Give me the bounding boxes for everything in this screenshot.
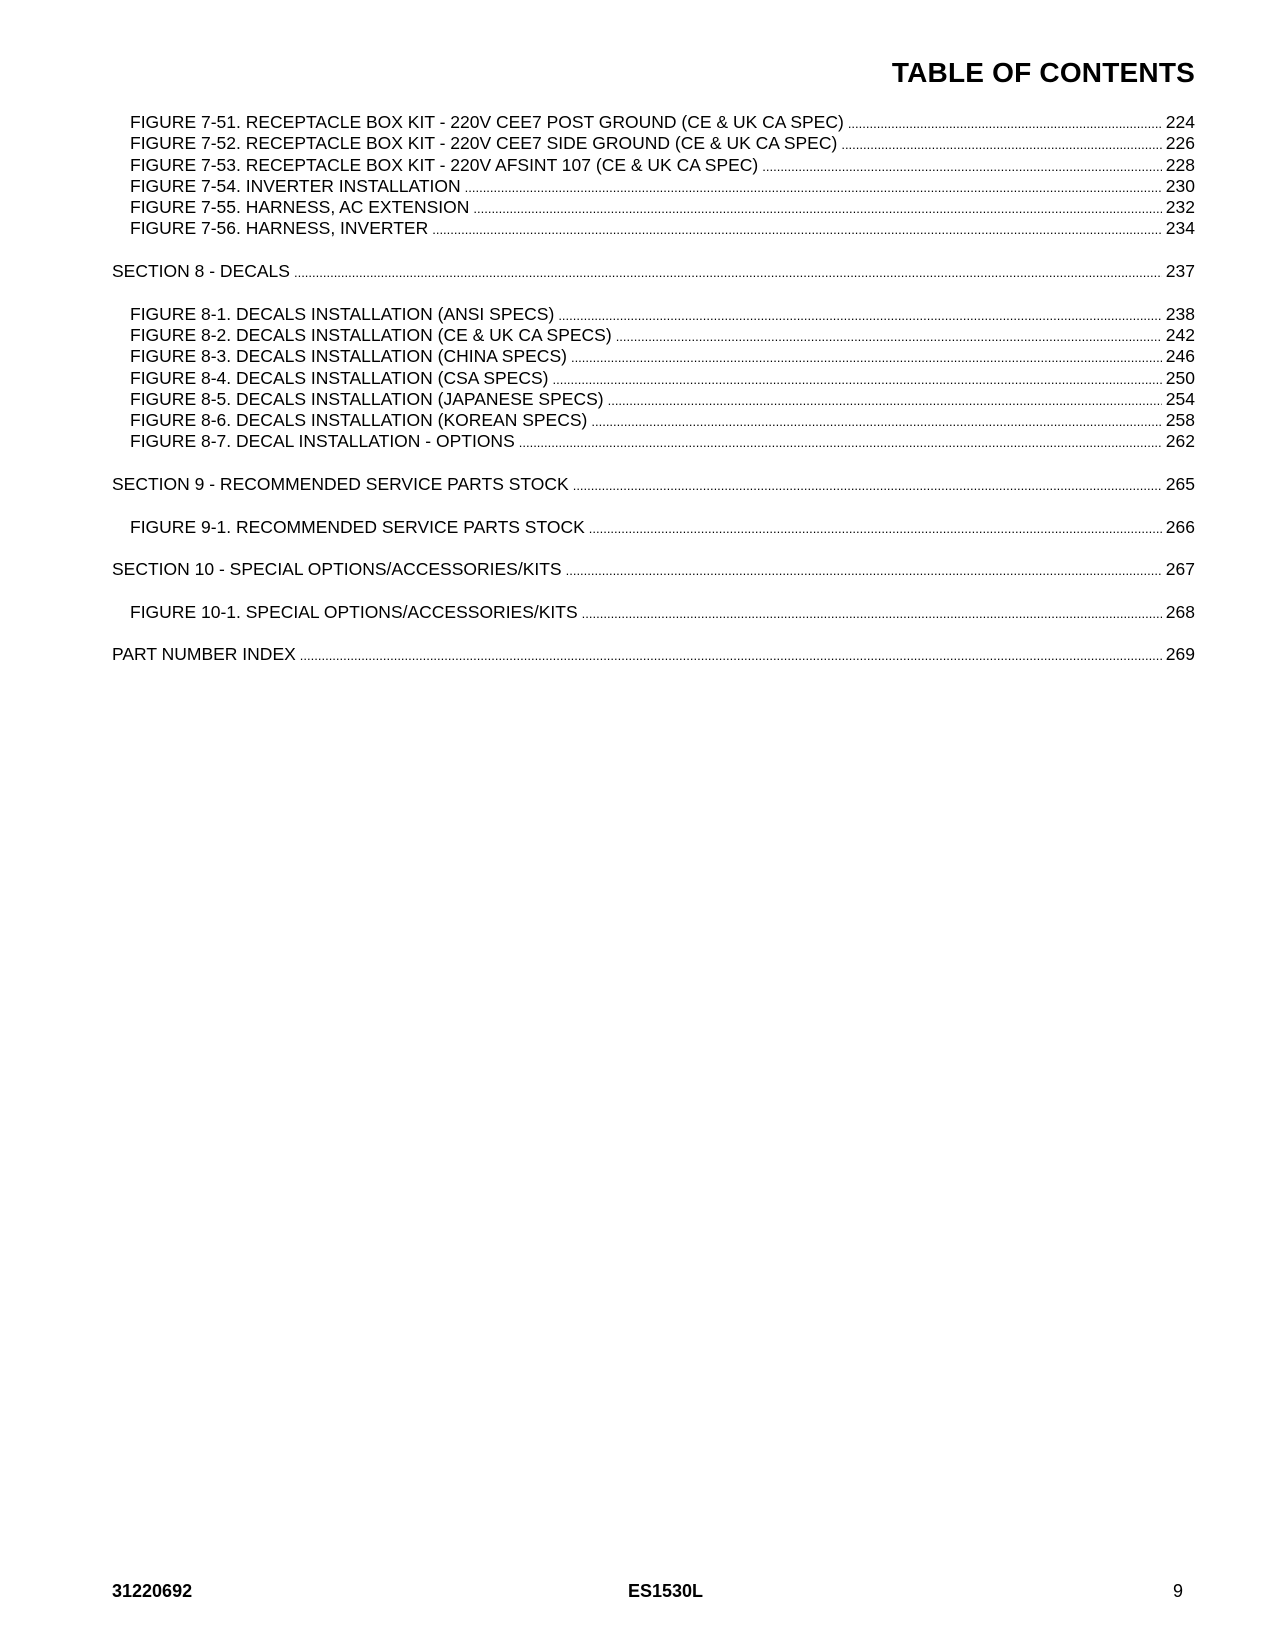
toc-entry-label: SECTION 8 - DECALS [112,261,290,282]
toc-entry-page: 228 [1165,154,1195,175]
dot-leader [591,411,1161,432]
toc-entry-label: FIGURE 7-52. RECEPTACLE BOX KIT - 220V CEE7 SIDE GROUND (CE & UK CA SPEC) [130,133,838,154]
toc-entry-page: 269 [1165,644,1195,665]
toc-entry[interactable] [112,346,1195,367]
toc-entry-page: 258 [1165,410,1195,431]
toc-entry-page: 230 [1165,175,1195,196]
toc-group-section-10 [112,559,1195,580]
toc-entry-label: FIGURE 7-56. HARNESS, INVERTER [130,218,429,239]
toc-entry-page: 234 [1165,218,1195,239]
toc-entry-page: 237 [1165,261,1195,282]
footer-model: ES1530L [628,1581,704,1601]
toc-entry[interactable] [112,410,1195,431]
dot-leader [473,198,1161,219]
dot-leader [608,390,1162,411]
toc-entry-page: 266 [1165,516,1195,537]
toc-entry[interactable] [112,304,1195,325]
toc-entry-page: 265 [1165,474,1195,495]
toc-entry-page: 267 [1165,559,1195,580]
dot-leader [848,113,1162,134]
dot-leader [465,177,1162,198]
toc-entry-page: 232 [1165,197,1195,218]
dot-leader [300,645,1162,666]
toc-entry[interactable] [112,112,1195,133]
toc-entry-label: FIGURE 7-55. HARNESS, AC EXTENSION [130,197,470,218]
toc-entry[interactable] [112,176,1195,197]
toc-entry-page: 238 [1165,303,1195,324]
dot-leader [589,518,1162,539]
toc-entry-label: FIGURE 9-1. RECOMMENDED SERVICE PARTS STOCK [130,516,585,537]
footer-page-number: 9 [1173,1581,1184,1601]
toc-entry-label: FIGURE 8-2. DECALS INSTALLATION (CE & UK CA SPECS) [130,324,612,345]
toc-entry-label: FIGURE 8-5. DECALS INSTALLATION (JAPANESE SPECS) [130,388,604,409]
toc-entry-label: SECTION 10 - SPECIAL OPTIONS/ACCESSORIES/KITS [112,559,562,580]
toc-entry[interactable] [112,431,1195,452]
toc-entry-page: 254 [1165,388,1195,409]
toc-entry-label: FIGURE 8-1. DECALS INSTALLATION (ANSI SPECS) [130,303,555,324]
toc-entry[interactable] [112,325,1195,346]
toc-group-section-9 [112,474,1195,495]
toc-entry-page: 246 [1165,346,1195,367]
dot-leader [762,156,1162,177]
dot-leader [566,560,1162,581]
toc-entry[interactable] [112,389,1195,410]
toc-group-figures-10 [112,602,1195,623]
toc-group-figures-8 [112,304,1195,453]
dot-leader [432,219,1162,240]
toc-entry[interactable] [112,218,1195,239]
dot-leader [519,432,1162,453]
toc-entry-label: FIGURE 10-1. SPECIAL OPTIONS/ACCESSORIES/KITS [130,601,578,622]
toc-entry-page: 226 [1165,133,1195,154]
toc-entry-page: 224 [1165,112,1195,132]
dot-leader [571,347,1162,368]
toc-section-entry[interactable] [112,559,1195,580]
toc-section-entry[interactable] [112,261,1195,282]
toc-entry-label: FIGURE 8-4. DECALS INSTALLATION (CSA SPECS) [130,367,549,388]
dot-leader [616,326,1162,347]
toc-entry-label: SECTION 9 - RECOMMENDED SERVICE PARTS STOCK [112,474,569,495]
toc-group-figures-7 [112,112,1195,240]
page-title: TABLE OF CONTENTS [891,57,1195,88]
toc-entry[interactable] [112,197,1195,218]
toc-group-index [112,644,1195,665]
toc-entry[interactable] [112,517,1195,538]
toc-entry-label: FIGURE 7-53. RECEPTACLE BOX KIT - 220V AFSINT 107 (CE & UK CA SPEC) [130,154,759,175]
toc-entry-page: 268 [1165,601,1195,622]
toc-entry[interactable] [112,602,1195,623]
toc-section-entry[interactable] [112,474,1195,495]
toc-entry-page: 250 [1165,367,1195,388]
toc-entry-label: FIGURE 8-7. DECAL INSTALLATION - OPTIONS [130,431,515,452]
toc-entry-label: FIGURE 8-3. DECALS INSTALLATION (CHINA SPECS) [130,346,567,367]
toc-entry-label: PART NUMBER INDEX [112,644,296,665]
toc-entry-label: FIGURE 8-6. DECALS INSTALLATION (KOREAN SPECS) [130,410,588,431]
toc-entry-label: FIGURE 7-54. INVERTER INSTALLATION [130,175,461,196]
toc-entry-label: FIGURE 7-51. RECEPTACLE BOX KIT - 220V CEE7 POST GROUND (CE & UK CA SPEC) [130,112,844,132]
dot-leader [841,134,1161,155]
toc-entry-page: 262 [1165,431,1195,452]
dot-leader [582,603,1162,624]
dot-leader [294,262,1162,283]
table-of-contents [112,112,1195,666]
toc-entry[interactable] [112,155,1195,176]
toc-entry-page: 242 [1165,324,1195,345]
toc-section-entry[interactable] [112,644,1195,665]
dot-leader [573,475,1162,496]
toc-group-section-8 [112,261,1195,282]
toc-entry[interactable] [112,133,1195,154]
dot-leader [558,305,1161,326]
toc-group-figures-9 [112,517,1195,538]
footer-doc-number: 31220692 [112,1581,193,1601]
dot-leader [552,369,1161,390]
toc-entry[interactable] [112,368,1195,389]
